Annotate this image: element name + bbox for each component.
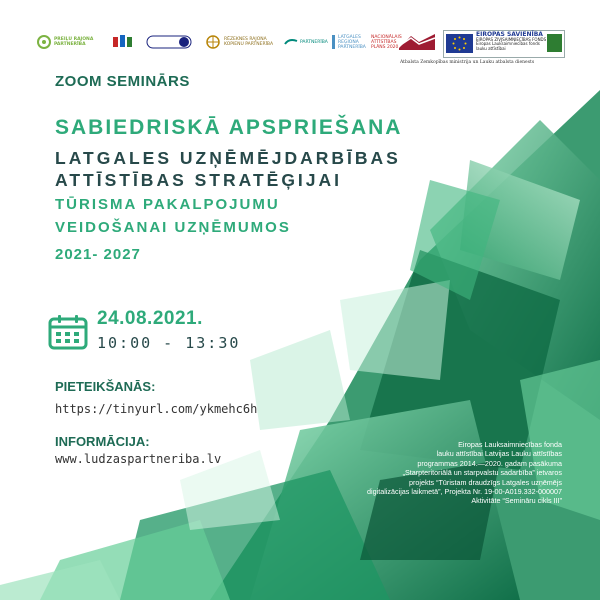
ministry-support-text: Atbalsta Zemkopības ministrija un Lauku atbalsta dienests — [400, 60, 535, 65]
title-main: SABIEDRISKĀ APSPRIEŠANA — [55, 116, 403, 139]
wave-emblem-icon — [284, 35, 298, 49]
kraslavas-logo — [146, 22, 192, 62]
kraslavas-badge-icon — [146, 33, 192, 51]
preilu-logo-text: PREIĻU RAJONA PARTNERĪBA — [54, 37, 94, 47]
registration-link[interactable]: https://tinyurl.com/ykmehc6h — [55, 402, 258, 416]
ludzas-emblem-icon — [112, 33, 134, 51]
credit-line: lauku attīstībai Latvijas Lauku attīstības — [436, 449, 562, 459]
latgales-logo-text: LATGALES REĢIONA PARTNERĪBA — [338, 34, 366, 50]
nap-logo-text: NACIONĀLAIS ATTĪSTĪBAS PLĀNS 2020 — [371, 34, 402, 50]
eu-line2: Eiropas Lauksaimniecības fonds — [476, 41, 540, 47]
info-label: INFORMĀCIJA: — [55, 434, 150, 449]
event-date: 24.08.2021. — [97, 308, 203, 329]
bar-emblem-icon — [330, 33, 338, 51]
credit-line: Eiropas Lauksaimniecības fonda — [458, 440, 562, 449]
credit-line: programmas 2014.—2020. gadam pasākuma — [417, 458, 562, 468]
rezeknes-logo — [205, 22, 273, 62]
flower-emblem-icon — [205, 34, 221, 50]
title-line5: VEIDOŠANAI UZŅĒMUMOS — [55, 219, 291, 236]
info-link[interactable]: www.ludzaspartneriba.lv — [55, 452, 222, 466]
partner-logos — [0, 0, 600, 72]
eu-line1: EIROPAS ZIVJSAIMNIECĪBAS FONDS — [476, 36, 547, 42]
sun-emblem-icon — [36, 34, 52, 50]
preilu-logo — [36, 22, 93, 62]
eu-funding-box — [443, 30, 565, 58]
eu-title: EIROPAS SAVIENĪBA — [476, 31, 543, 38]
partneriba-logo — [284, 22, 328, 62]
eu-flag-icon — [446, 34, 473, 53]
title-line3: ATTĪSTĪBAS STRATĒĢIJAI — [55, 170, 343, 190]
credit-line: projekts “Tūristam draudzīgs Latgales uzņēmējs — [408, 477, 562, 487]
registration-label: PIETEIKŠANĀS: — [55, 379, 156, 394]
eu-text-block — [476, 33, 548, 51]
latgales-logo — [330, 22, 366, 62]
credit-line: „Starpteritoriālā un starpvalstu sadarbība” ietvaros — [402, 468, 562, 478]
leader-logo-icon — [547, 34, 562, 52]
event-type: ZOOM SEMINĀRS — [55, 73, 190, 90]
latvia-flag-icon — [397, 32, 437, 52]
funding-credit — [312, 440, 562, 506]
title-years: 2021- 2027 — [55, 246, 141, 263]
title-line2: LATGALES UZŅĒMĒJDARBĪBAS — [55, 148, 401, 168]
event-time: 10:00 - 13:30 — [97, 334, 241, 352]
rezeknes-logo-text: RĒZEKNES RAJONA KOPIENU PARTNERĪBA — [224, 37, 274, 47]
ludzas-logo — [112, 22, 134, 62]
eu-line3: lauku attīstībai — [476, 45, 506, 51]
credit-line: Aktivitāte “Semināru cikls III” — [471, 496, 562, 506]
title-line4: TŪRISMA PAKALPOJUMU — [55, 196, 280, 213]
credit-line: digitalizācijas laikmetā”, Projekta Nr. 19-00-A019.332-000007 — [367, 487, 562, 497]
calendar-icon — [48, 314, 88, 350]
partneriba-logo-text: PARTNERĪBA — [300, 39, 328, 45]
